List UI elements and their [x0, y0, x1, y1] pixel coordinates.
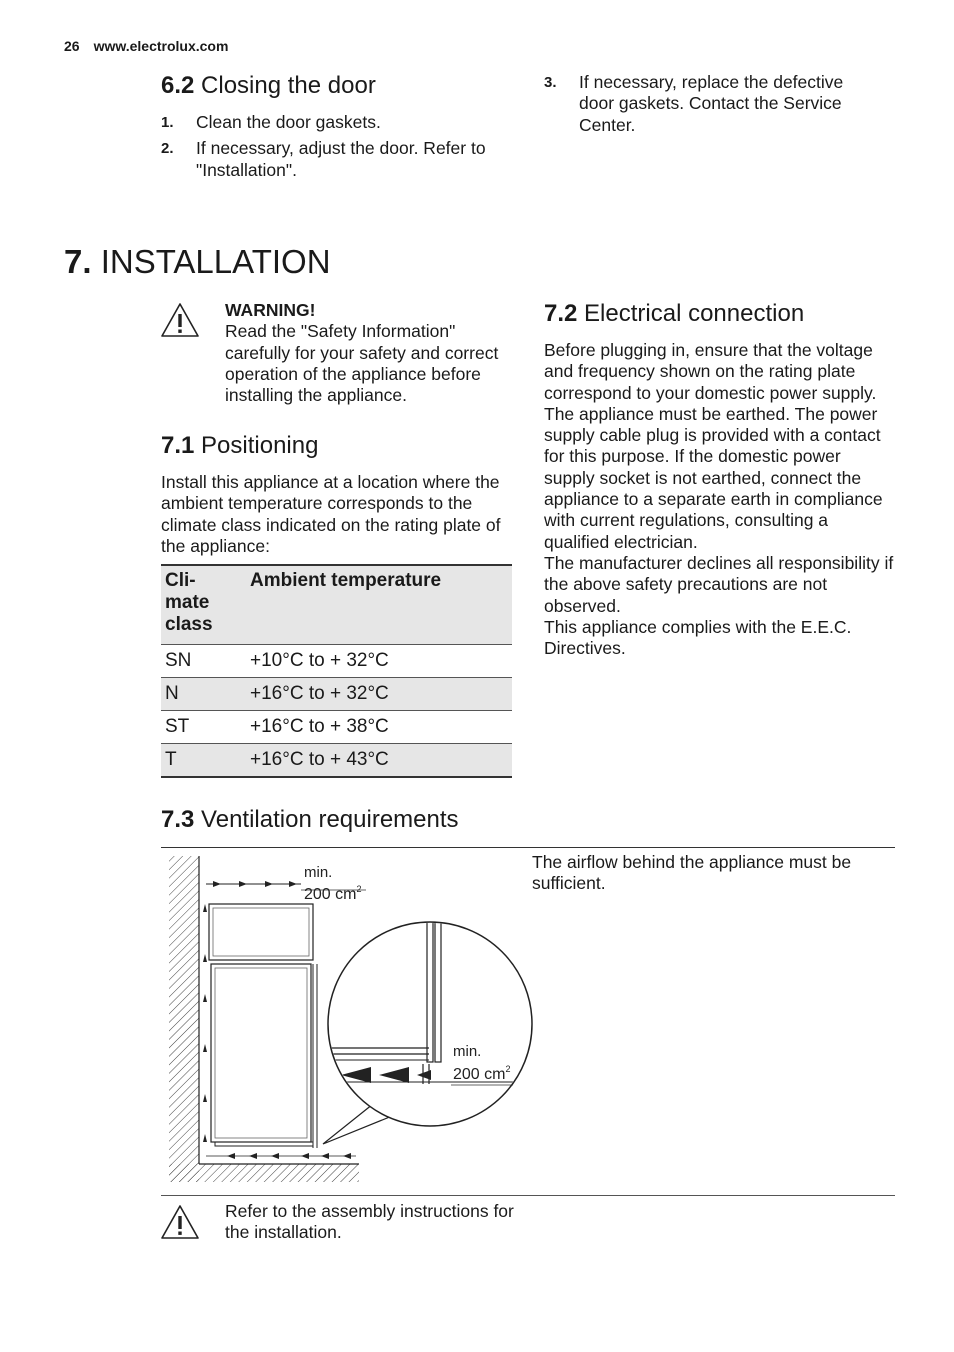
paragraph: Before plugging in, ensure that the voltage and frequency shown on the rating plate correspond to your domestic power supply. — [544, 340, 877, 403]
climate-class-table — [161, 564, 512, 778]
section-title: Positioning — [201, 432, 319, 459]
top-area-label: 200 $cm^2$ — [304, 884, 362, 903]
table-cell: ST — [161, 711, 246, 744]
section-title: Ventilation requirements — [201, 806, 459, 833]
warning-body: Read the "Safety Information" carefully for your safety and correct operation of the appliance before installing the appliance. — [225, 321, 499, 406]
column-header-climate-class: Cli- mate class — [161, 565, 246, 645]
table-cell: +10°C to + 32°C — [246, 645, 512, 678]
warning-block — [225, 300, 500, 406]
chapter-heading — [64, 244, 331, 280]
section-title: Electrical connection — [584, 300, 805, 327]
back-airflow-arrows — [203, 904, 207, 1142]
table-row — [161, 645, 512, 678]
list-item: 1. Clean the door gaskets. — [161, 112, 381, 132]
table-cell: +16°C to + 43°C — [246, 744, 512, 778]
section-7-2-heading — [544, 300, 804, 328]
electrical-connection-text — [544, 340, 896, 659]
paragraph: The manufacturer declines all responsibility if the above safety precautions are not observed. — [544, 552, 894, 616]
paragraph: The appliance must be earthed. The power supply cable plug is provided with a contact for this purpose. If the domestic power supply socket is not earthed, connect the appliance to a separate earth in compliance with current regulations, consulting a qualified electrician. — [544, 403, 883, 552]
section-number: 7.3 — [161, 806, 195, 833]
section-divider — [161, 847, 895, 848]
chapter-number: 7. — [64, 243, 92, 280]
section-number: 7.2 — [544, 300, 578, 327]
installation-note: Refer to the assembly instructions for the installation. — [225, 1201, 514, 1243]
top-min-label: min. — [304, 864, 333, 881]
floor-hatch — [169, 1164, 359, 1182]
section-divider — [161, 1195, 895, 1196]
table-row — [161, 711, 512, 744]
section-number: 7.1 — [161, 432, 195, 459]
closing-door-steps — [161, 112, 516, 186]
section-7-3-heading — [161, 806, 459, 834]
detail-area-label: 200 $cm^2$ — [453, 1064, 511, 1083]
warning-title: WARNING! — [225, 300, 316, 320]
positioning-intro: Install this appliance at a location where the ambient temperature corresponds to the climate class indicated on the rating plate of the appliance: — [161, 472, 501, 556]
page-number: 26 — [64, 38, 80, 54]
warning-icon — [160, 1204, 200, 1240]
table-cell: +16°C to + 32°C — [246, 678, 512, 711]
closing-door-steps-cont — [544, 72, 874, 141]
warning-icon — [160, 302, 200, 338]
wall-hatch — [169, 856, 199, 1182]
upper-cabinet — [209, 904, 313, 960]
airflow-text: The airflow behind the appliance must be sufficient. — [532, 852, 852, 894]
website-url: www.electrolux.com — [93, 38, 229, 54]
column-header-ambient-temperature: Ambient temperature — [246, 565, 512, 645]
section-title: Closing the door — [201, 72, 376, 99]
table-cell: +16°C to + 38°C — [246, 711, 512, 744]
chapter-title: INSTALLATION — [100, 243, 331, 280]
section-6-2-heading — [161, 72, 376, 100]
appliance-body — [211, 964, 311, 1142]
page-header — [64, 38, 228, 54]
table-cell: SN — [161, 645, 246, 678]
table-header-row — [161, 565, 512, 645]
table-cell: T — [161, 744, 246, 778]
list-item: 2. If necessary, adjust the door. Refer to "Installation". — [161, 138, 486, 180]
table-row — [161, 678, 512, 711]
list-item: 3. If necessary, replace the defective door gaskets. Contact the Service Center. — [544, 72, 844, 135]
ventilation-diagram — [161, 852, 533, 1192]
section-number: 6.2 — [161, 72, 195, 99]
section-7-1-heading — [161, 432, 318, 460]
table-cell: N — [161, 678, 246, 711]
paragraph: This appliance complies with the E.E.C. Directives. — [544, 616, 852, 659]
table-row — [161, 744, 512, 778]
detail-min-label: min. — [453, 1043, 482, 1060]
detail-circle — [328, 922, 532, 1126]
